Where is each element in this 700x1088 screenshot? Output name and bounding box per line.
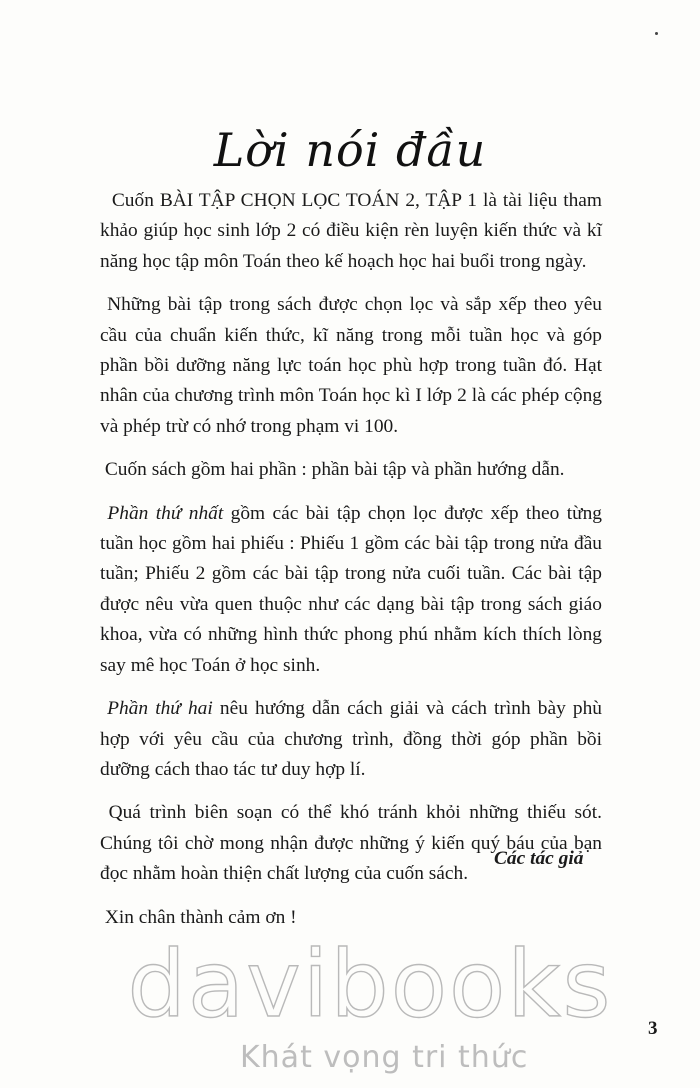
paragraph-6-text: Quá trình biên soạn có thể khó tránh khỏi những thiếu sót. Chúng tôi chờ mong nhận được những ý kiến quý báu của bạn đọc nhằm hoàn thiện chất lượng của cuốn sách.	[100, 802, 602, 885]
watermark-logo: davibooks	[127, 931, 613, 1038]
paragraph-4	[100, 499, 602, 681]
preface-body	[100, 186, 602, 946]
paragraph-7	[100, 903, 602, 933]
scan-speck	[655, 32, 658, 35]
paragraph-4-lead: Phần thứ nhất	[107, 502, 224, 524]
paragraph-5	[100, 694, 602, 785]
page-title: Lời nói đầu	[213, 122, 487, 177]
paragraph-5-lead: Phần thứ hai	[107, 698, 213, 720]
paragraph-5-text: nêu hướng dẫn cách giải và cách trình bày phù hợp với yêu cầu của chương trình, đồng thời góp phần bồi dưỡng cách thao tác tư duy hợp lí.	[100, 698, 602, 780]
paragraph-2-text: Những bài tập trong sách được chọn lọc và sắp xếp theo yêu cầu của chuẩn kiến thức, kĩ năng trong mỗi tuần học và góp phần bồi dưỡng năng lực toán học phù hợp trong tuần đó. Hạt nhân của chương trình môn Toán học kì I lớp 2 là các phép cộng và phép trừ có nhớ trong phạm vi 100.	[100, 294, 602, 437]
signature: Các tác giả	[494, 848, 584, 869]
paragraph-1	[100, 186, 602, 277]
paragraph-1-text: Cuốn BÀI TẬP CHỌN LỌC TOÁN 2, TẬP 1 là tài liệu tham khảo giúp học sinh lớp 2 có điều kiện rèn luyện kiến thức và kĩ năng học tập môn Toán theo kế hoạch học hai buổi trong ngày.	[100, 190, 602, 272]
paragraph-4-text: gồm các bài tập chọn lọc được xếp theo từng tuần học gồm hai phiếu : Phiếu 1 gồm các bài tập trong nửa đầu tuần; Phiếu 2 gồm các bài tập trong nửa cuối tuần. Các bài tập được nêu vừa quen thuộc như các dạng bài tập trong sách giáo khoa, vừa có những hình thức phong phú nhằm kích thích lòng say mê học Toán ở học sinh.	[100, 502, 602, 676]
paragraph-7-text: Xin chân thành cảm ơn !	[104, 906, 297, 928]
watermark-tagline: Khát vọng tri thức	[240, 1040, 529, 1075]
page-number: 3	[648, 1018, 658, 1039]
paragraph-3	[100, 455, 602, 485]
paragraph-3-text: Cuốn sách gồm hai phần : phần bài tập và phần hướng dẫn.	[104, 459, 565, 481]
paragraph-6	[100, 798, 602, 889]
paragraph-2	[100, 290, 602, 442]
